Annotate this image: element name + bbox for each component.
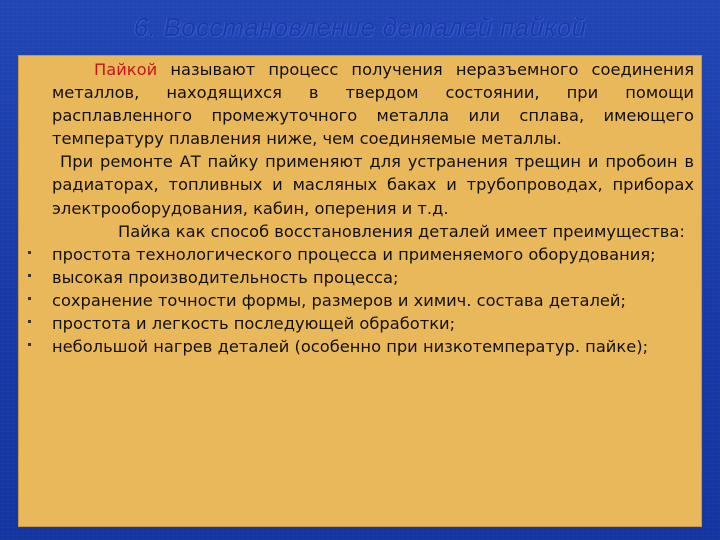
list-item-text: сохранение точности формы, размеров и химич. состава деталей; [52, 290, 626, 310]
list-item-text: высокая производительность процесса; [52, 267, 399, 287]
usage-paragraph: При ремонте АТ пайку применяют для устранения трещин и пробоин в радиаторах, топливных и масляных баках и трубопроводах, приборах электрооборудования, кабин, оперения и т.д. [52, 152, 694, 218]
list-item [52, 335, 694, 358]
definition-paragraph [52, 58, 694, 150]
bullet-icon [28, 343, 31, 346]
bullet-icon [28, 297, 31, 300]
list-item [52, 243, 694, 266]
definition-text: называют процесс получения неразъемного соединения металлов, находящихся в твердом состоянии, при помощи расплавленного промежуточного металла или сплава, имеющего температуру плавления ниже, чем соединяемые металлы. [52, 60, 694, 149]
bullet-icon [28, 251, 31, 254]
slide-body [52, 58, 694, 358]
term-highlight: Пайкой [94, 60, 158, 79]
advantages-intro: Пайка как способ восстановления деталей имеет преимущества: [118, 221, 685, 241]
list-item-text: простота технологического процесса и применяемого оборудования; [52, 244, 656, 264]
list-item [52, 266, 694, 289]
bullet-icon [28, 274, 31, 277]
list-item-text: небольшой нагрев деталей (особенно при низкотемператур. пайке); [52, 337, 649, 357]
list-item [52, 312, 694, 335]
bullet-icon [28, 320, 31, 323]
list-item [52, 289, 694, 312]
slide-title: 6. Восстановление деталей пайкой [133, 12, 587, 42]
list-item-text: простота и легкость последующей обработки; [52, 314, 456, 334]
